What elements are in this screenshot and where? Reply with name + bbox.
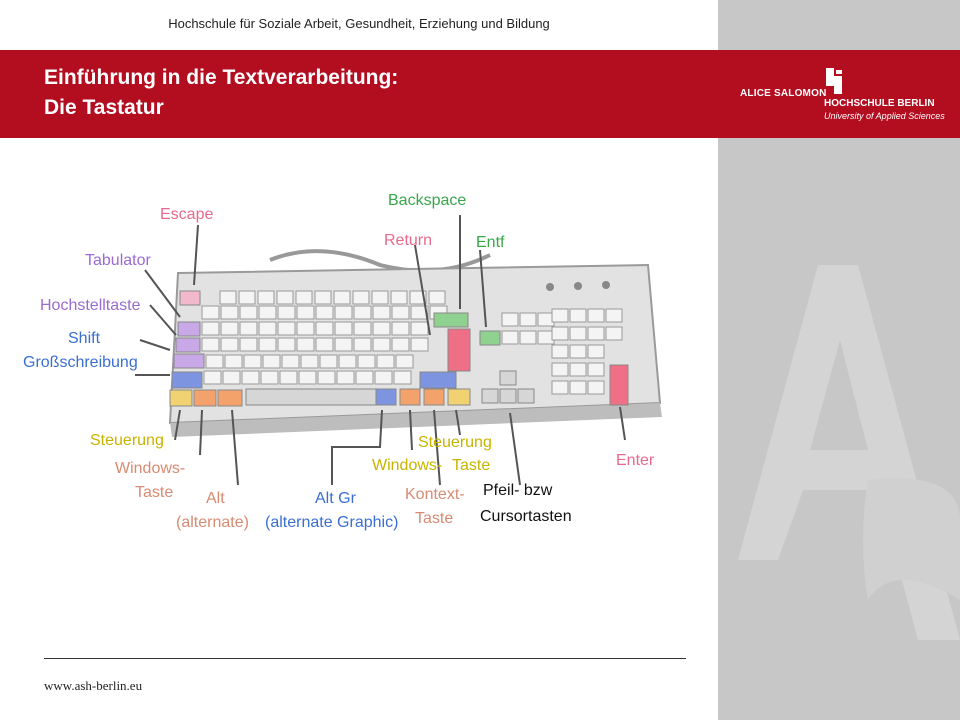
enter-key-numpad bbox=[610, 365, 628, 405]
keyboard-key bbox=[570, 309, 586, 322]
label-windows-right: Windows- bbox=[372, 457, 443, 474]
keyboard-key bbox=[221, 306, 238, 319]
keyboard-key bbox=[373, 322, 390, 335]
keyboard-key bbox=[240, 338, 257, 351]
led-3 bbox=[602, 281, 610, 289]
entf-key bbox=[480, 331, 500, 345]
keyboard-key bbox=[339, 355, 356, 368]
escape-key bbox=[180, 291, 200, 305]
keyboard-key bbox=[588, 345, 604, 358]
keyboard-key bbox=[606, 327, 622, 340]
keyboard-key bbox=[353, 291, 369, 304]
keyboard-key bbox=[244, 355, 261, 368]
keyboard-key bbox=[221, 338, 238, 351]
capslock-key bbox=[176, 338, 200, 352]
keyboard-key bbox=[552, 327, 568, 340]
keyboard-key bbox=[411, 338, 428, 351]
keyboard-key bbox=[391, 291, 407, 304]
keyboard-key bbox=[570, 381, 586, 394]
institution-name: Hochschule für Soziale Arbeit, Gesundheit, Erziehung und Bildung bbox=[168, 16, 550, 31]
keyboard-key bbox=[375, 371, 392, 384]
label-escape: Escape bbox=[160, 206, 214, 223]
keyboard-key bbox=[204, 371, 221, 384]
alt-key bbox=[218, 390, 242, 406]
label-steuerung-left: Steuerung bbox=[90, 432, 164, 449]
keyboard-key bbox=[588, 381, 604, 394]
keyboard-key bbox=[202, 338, 219, 351]
keyboard-key bbox=[225, 355, 242, 368]
keyboard-key bbox=[373, 306, 390, 319]
arrow-down-key bbox=[500, 389, 516, 403]
keyboard-key bbox=[315, 291, 331, 304]
keyboard-key bbox=[206, 355, 223, 368]
label-pfeil-1: Pfeil- bzw bbox=[483, 482, 553, 499]
keyboard-key bbox=[588, 363, 604, 376]
label-altgr: Alt Gr bbox=[315, 490, 356, 507]
keyboard-key bbox=[297, 338, 314, 351]
keyboard-key bbox=[223, 371, 240, 384]
keyboard-key bbox=[259, 306, 276, 319]
keyboard-key bbox=[588, 327, 604, 340]
footer-url: www.ash-berlin.eu bbox=[44, 678, 143, 693]
led-2 bbox=[574, 282, 582, 290]
arrow-right-key bbox=[518, 389, 534, 403]
keyboard-key bbox=[316, 306, 333, 319]
label-pfeil-2: Cursortasten bbox=[480, 508, 572, 525]
logo-alice-salomon: ALICE SALOMON bbox=[740, 88, 827, 99]
keyboard-key bbox=[373, 338, 390, 351]
keyboard-key bbox=[221, 322, 238, 335]
label-steuerung-right-1: Steuerung bbox=[418, 434, 492, 451]
keyboard-key bbox=[259, 338, 276, 351]
keyboard-key bbox=[502, 313, 518, 326]
keyboard-key bbox=[354, 306, 371, 319]
logo-university-applied-sciences: University of Applied Sciences bbox=[824, 111, 945, 121]
altgr-key bbox=[376, 389, 396, 405]
keyboard-key bbox=[258, 291, 274, 304]
keyboard-key bbox=[396, 355, 413, 368]
page-title-line-2: Die Tastatur bbox=[44, 96, 164, 119]
ash-logo-icon bbox=[822, 66, 846, 96]
keyboard-key bbox=[552, 309, 568, 322]
keyboard-key bbox=[520, 331, 536, 344]
keyboard-key bbox=[334, 291, 350, 304]
keyboard-key bbox=[588, 309, 604, 322]
keyboard-key bbox=[356, 371, 373, 384]
keyboard-key bbox=[392, 338, 409, 351]
keyboard-key bbox=[411, 322, 428, 335]
label-windows-left-2: Taste bbox=[135, 484, 174, 501]
keyboard-key bbox=[358, 355, 375, 368]
ctrl-key-left bbox=[170, 390, 192, 406]
keyboard-key bbox=[282, 355, 299, 368]
label-enter: Enter bbox=[616, 452, 655, 469]
keyboard-key bbox=[570, 345, 586, 358]
keyboard-key bbox=[377, 355, 394, 368]
label-entf: Entf bbox=[476, 234, 505, 251]
keyboard-key bbox=[372, 291, 388, 304]
keyboard-key bbox=[392, 322, 409, 335]
keyboard-key bbox=[502, 331, 518, 344]
keyboard-key bbox=[606, 309, 622, 322]
keyboard-key bbox=[320, 355, 337, 368]
shift-key-right bbox=[420, 372, 456, 388]
keyboard-key bbox=[316, 338, 333, 351]
arrow-up-key bbox=[500, 371, 516, 385]
keyboard-key bbox=[239, 291, 255, 304]
keyboard-key bbox=[278, 306, 295, 319]
keyboard-key bbox=[202, 322, 219, 335]
label-kontext-2: Taste bbox=[415, 510, 454, 527]
arrow-left-key bbox=[482, 389, 498, 403]
keyboard-key bbox=[277, 291, 293, 304]
label-grossschreibung: Großschreibung bbox=[23, 354, 138, 371]
led-1 bbox=[546, 283, 554, 291]
keyboard-key bbox=[261, 371, 278, 384]
label-backspace: Backspace bbox=[388, 192, 467, 209]
label-steuerung-right-2: Taste bbox=[452, 457, 491, 474]
keyboard-key bbox=[278, 338, 295, 351]
label-shift: Shift bbox=[68, 330, 101, 347]
keyboard-key bbox=[220, 291, 236, 304]
keyboard-key bbox=[335, 338, 352, 351]
footer-divider bbox=[44, 658, 686, 659]
keyboard-key bbox=[202, 306, 219, 319]
windows-key-left bbox=[194, 390, 216, 406]
keyboard-key bbox=[297, 322, 314, 335]
label-alternate-graphic: (alternate Graphic) bbox=[265, 514, 399, 531]
keyboard-key bbox=[263, 355, 280, 368]
keyboard-key bbox=[392, 306, 409, 319]
keyboard-key bbox=[520, 313, 536, 326]
keyboard-key bbox=[316, 322, 333, 335]
tab-key bbox=[178, 322, 200, 336]
label-alternate: (alternate) bbox=[176, 514, 249, 531]
label-return: Return bbox=[384, 232, 433, 249]
label-hochstelltaste: Hochstelltaste bbox=[40, 297, 141, 314]
keyboard-key bbox=[354, 322, 371, 335]
space-key bbox=[246, 389, 376, 405]
keyboard-key bbox=[335, 306, 352, 319]
shift-key-left bbox=[174, 354, 204, 368]
keyboard-key bbox=[552, 345, 568, 358]
keyboard-key bbox=[259, 322, 276, 335]
keyboard-key bbox=[301, 355, 318, 368]
label-tabulator: Tabulator bbox=[85, 252, 151, 269]
return-key bbox=[448, 329, 470, 371]
keyboard-key bbox=[296, 291, 312, 304]
ctrl-key-right bbox=[448, 389, 470, 405]
keyboard-key bbox=[297, 306, 314, 319]
label-kontext-1: Kontext- bbox=[405, 486, 465, 503]
context-key bbox=[424, 389, 444, 405]
keyboard-key bbox=[570, 327, 586, 340]
keyboard-key bbox=[240, 322, 257, 335]
keyboard-key bbox=[299, 371, 316, 384]
keyboard-key bbox=[552, 381, 568, 394]
keyboard-key bbox=[318, 371, 335, 384]
keyboard-key bbox=[335, 322, 352, 335]
keyboard-illustration bbox=[20, 185, 680, 545]
backspace-key bbox=[434, 313, 468, 327]
keyboard-key bbox=[429, 291, 445, 304]
windows-key-right bbox=[400, 389, 420, 405]
keyboard-key bbox=[354, 338, 371, 351]
keyboard-key bbox=[240, 306, 257, 319]
keyboard-key bbox=[337, 371, 354, 384]
keyboard-key bbox=[280, 371, 297, 384]
logo-hochschule-berlin: HOCHSCHULE BERLIN bbox=[824, 98, 935, 109]
page-title-line-1: Einführung in die Textverarbeitung: bbox=[44, 66, 399, 89]
keyboard-key bbox=[278, 322, 295, 335]
label-alt: Alt bbox=[206, 490, 225, 507]
keyboard-key bbox=[552, 363, 568, 376]
label-windows-left-1: Windows- bbox=[115, 460, 186, 477]
keyboard-key bbox=[242, 371, 259, 384]
keyboard-key bbox=[394, 371, 411, 384]
keyboard-key bbox=[570, 363, 586, 376]
shift-key-left-lower bbox=[172, 372, 202, 388]
